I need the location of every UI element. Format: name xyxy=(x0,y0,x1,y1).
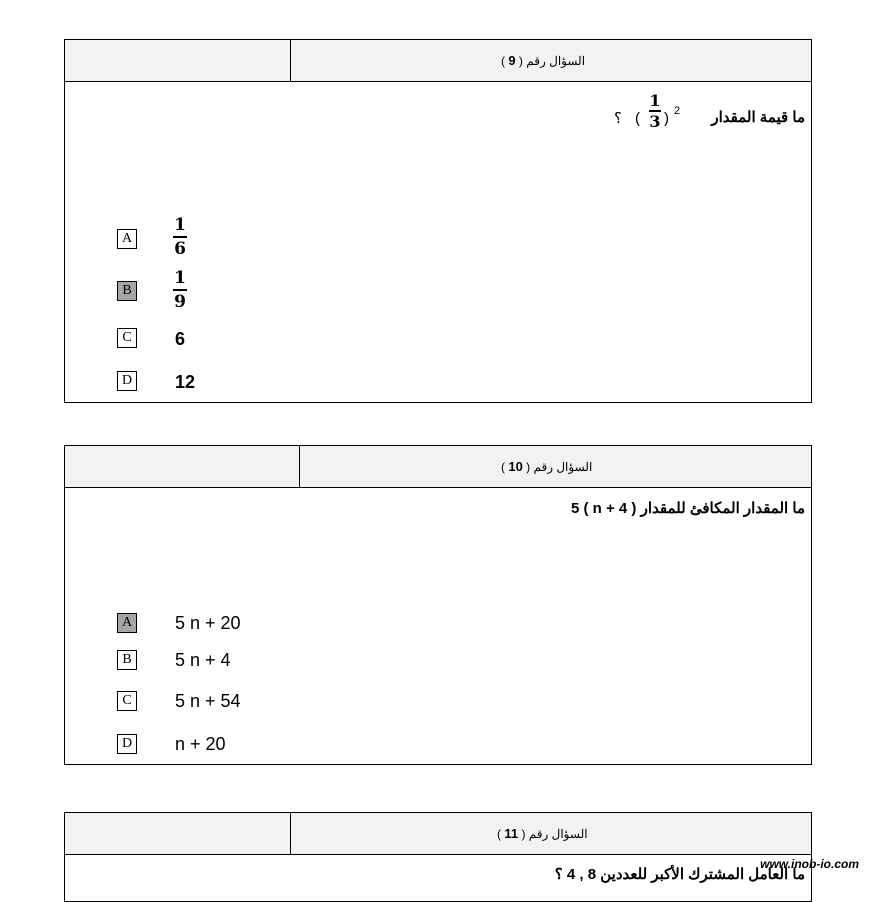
header-blank-cell xyxy=(65,40,291,81)
question-text: ما العامل المشترك الأكبر للعددين 8 , 4 ؟ xyxy=(554,866,805,883)
question-header xyxy=(65,446,811,488)
exponent: 2 xyxy=(674,105,681,117)
option-c-value: 5 n + 54 xyxy=(175,691,241,711)
question-number-label: السؤال رقم ( 11 ) xyxy=(497,826,588,841)
fraction-one-third: 1 3 xyxy=(649,91,661,131)
watermark: www.inob-io.com xyxy=(760,857,859,871)
paren-close: ) xyxy=(664,110,669,127)
question-header xyxy=(65,40,811,82)
question-10-card xyxy=(64,445,812,765)
option-d-box[interactable]: D xyxy=(117,371,137,391)
option-b-value: 5 n + 4 xyxy=(175,650,231,670)
header-blank-cell xyxy=(65,813,291,854)
question-11-card xyxy=(64,812,812,902)
header-blank-cell xyxy=(65,446,300,487)
option-a-box[interactable]: A xyxy=(117,229,137,249)
question-mark: ؟ xyxy=(614,110,622,127)
paren-open: ( xyxy=(635,110,640,127)
option-d-box[interactable]: D xyxy=(117,734,137,754)
option-d-value: 12 xyxy=(175,372,196,392)
option-b-value: 1 9 xyxy=(174,268,186,312)
option-c-box[interactable]: C xyxy=(117,691,137,711)
option-a-box[interactable]: A xyxy=(117,613,137,633)
question-header xyxy=(65,813,811,855)
option-b-box[interactable]: B xyxy=(117,650,137,670)
option-b-box[interactable]: B xyxy=(117,281,137,301)
question-text: ما المقدار المكافئ للمقدار ( 4 + n ) 5 xyxy=(570,500,805,517)
option-d-value: n + 20 xyxy=(175,734,226,754)
option-c-box[interactable]: C xyxy=(117,328,137,348)
option-c-value: 6 xyxy=(175,329,186,349)
question-text: ما قيمة المقدار xyxy=(711,109,805,126)
question-number-label: السؤال رقم ( 10 ) xyxy=(501,459,593,474)
option-a-value: 1 6 xyxy=(174,215,186,259)
question-9-card xyxy=(64,39,812,403)
question-number-label: السؤال رقم ( 9 ) xyxy=(501,53,586,68)
option-a-value: 5 n + 20 xyxy=(175,613,241,633)
